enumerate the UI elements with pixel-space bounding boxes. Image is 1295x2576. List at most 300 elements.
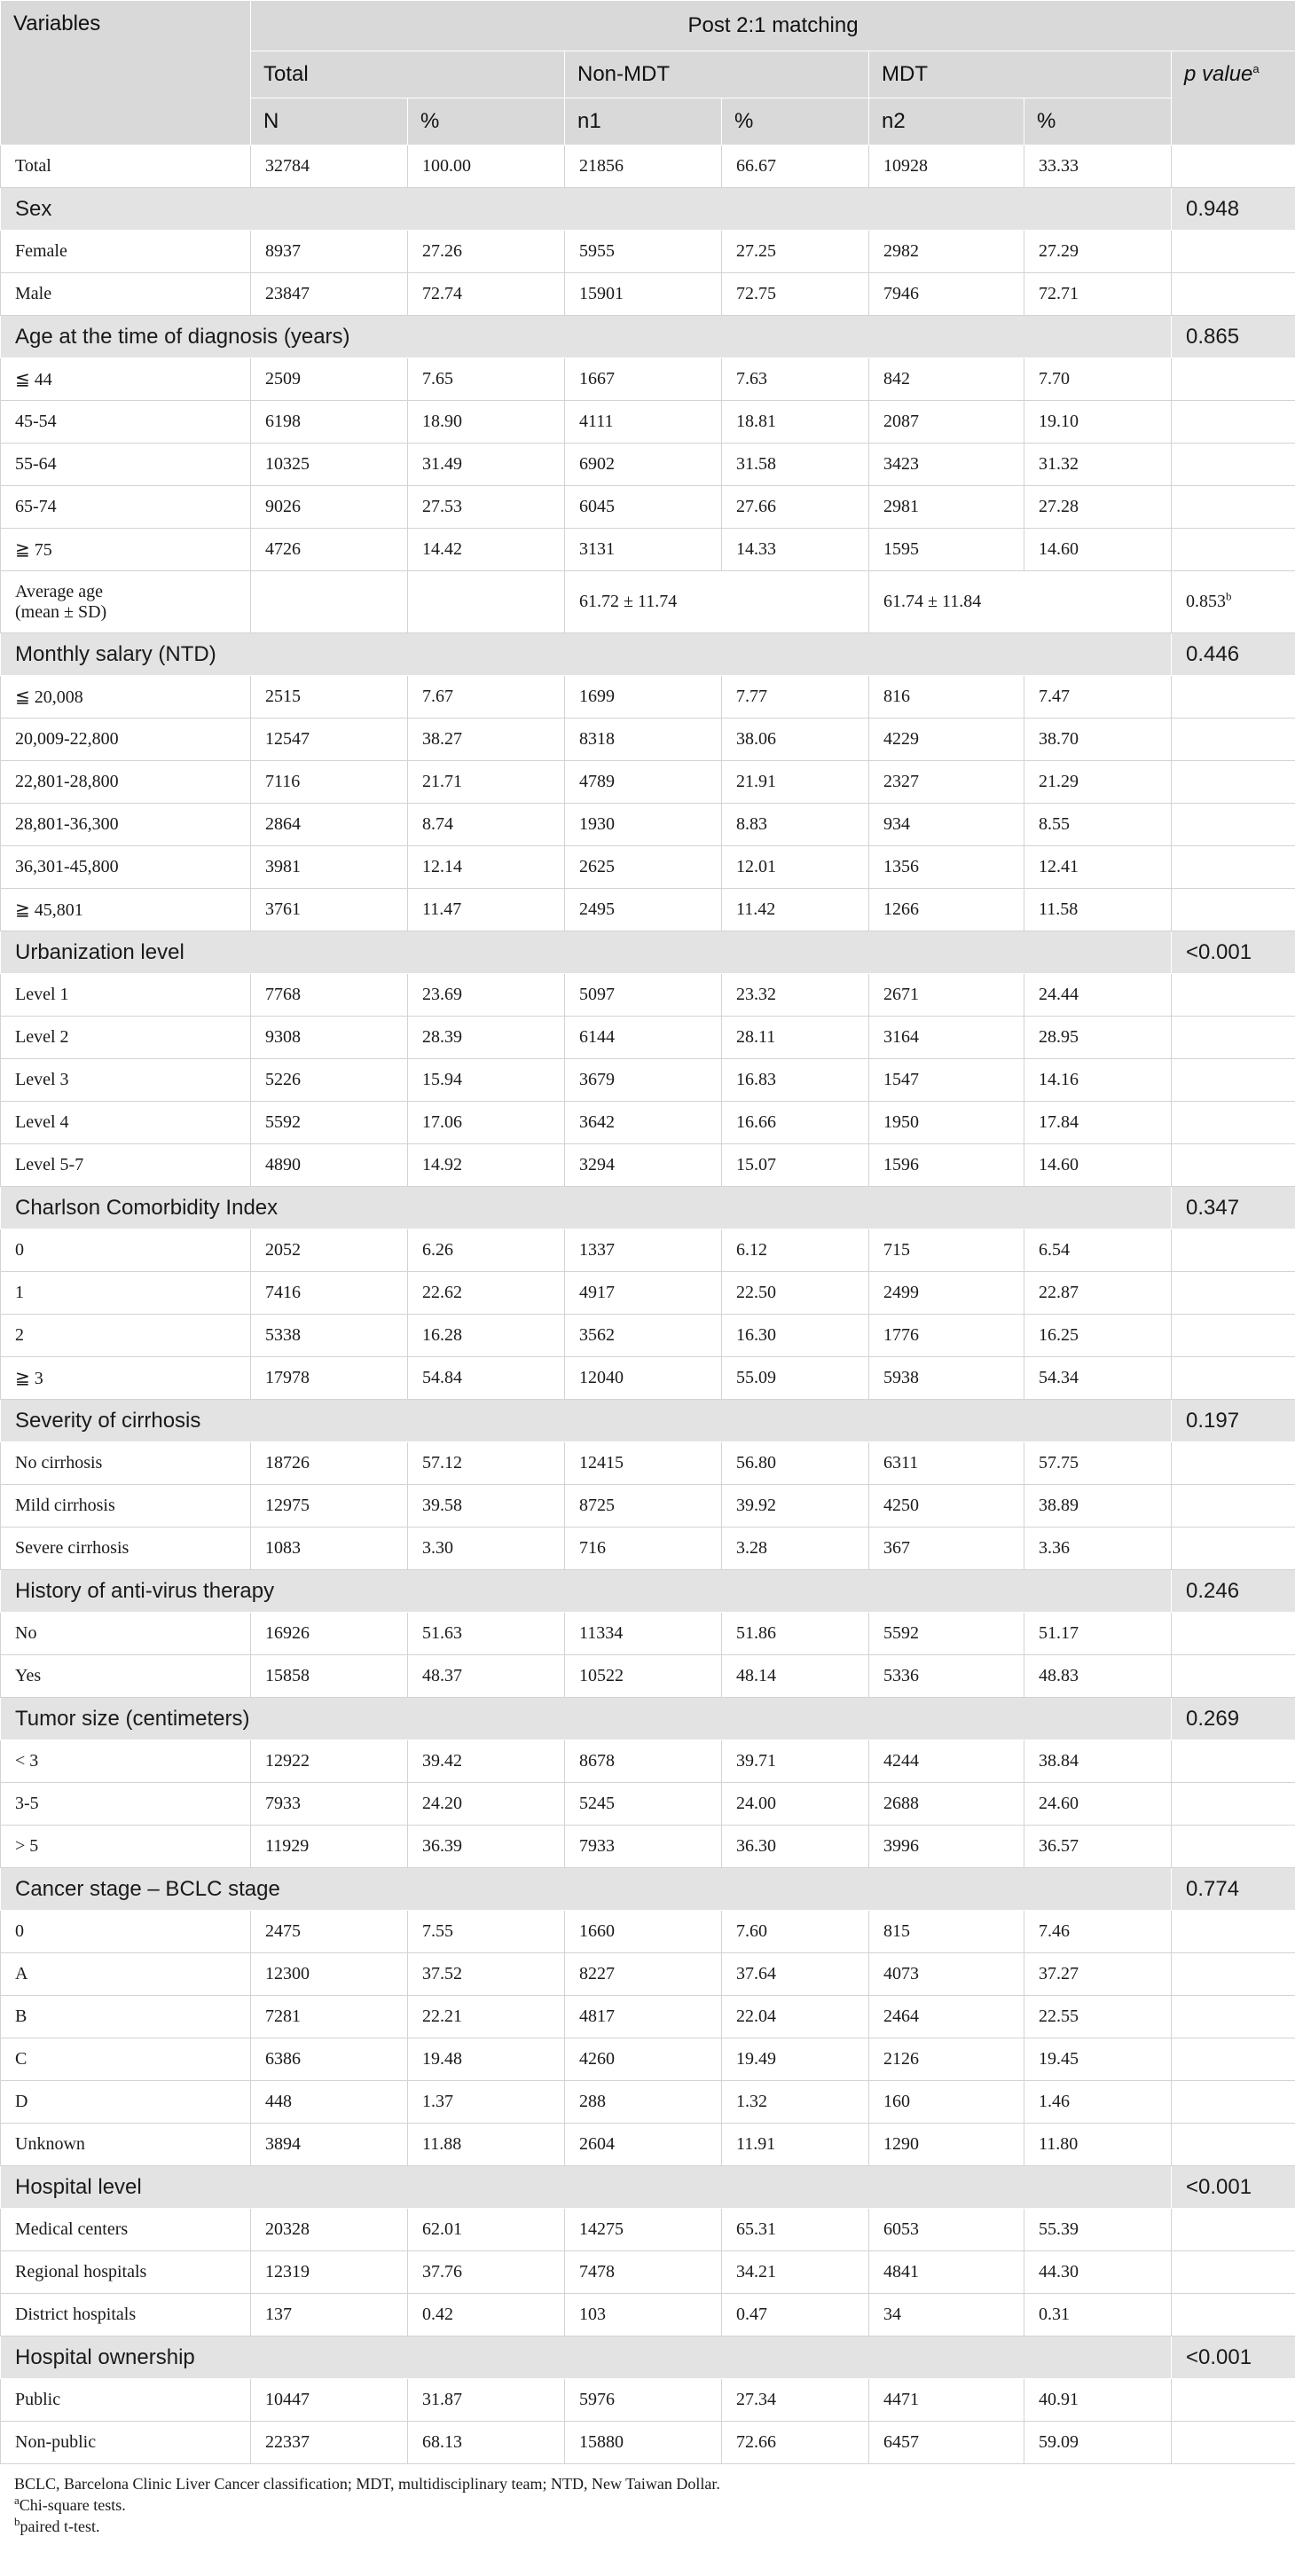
cell-n1: 5097 (565, 974, 722, 1017)
cell-pct: 8.74 (408, 804, 565, 846)
footnote-a (14, 2494, 1295, 2516)
cell-n: 5226 (251, 1059, 408, 1102)
cell-pct: 15.94 (408, 1059, 565, 1102)
cell-p (1172, 1613, 1295, 1655)
cell-p (1172, 1272, 1295, 1315)
section-p-value: 0.446 (1172, 633, 1295, 676)
cell-n: 6386 (251, 2038, 408, 2081)
cell-pct2: 6.54 (1024, 1229, 1172, 1272)
table-row (1, 1272, 1295, 1315)
cell-label: Level 2 (1, 1017, 251, 1059)
cell-label: Severe cirrhosis (1, 1528, 251, 1570)
cell-n2: 4244 (869, 1740, 1024, 1783)
cell-label: Unknown (1, 2124, 251, 2166)
cell-n (251, 571, 408, 633)
cell-n2: 934 (869, 804, 1024, 846)
cell-pct2: 27.29 (1024, 231, 1172, 273)
cell-p (1172, 401, 1295, 444)
cell-n2: 367 (869, 1528, 1024, 1570)
footnote-mark-b: b (1226, 589, 1232, 603)
cell-pct: 14.42 (408, 529, 565, 571)
cell-label: Regional hospitals (1, 2251, 251, 2294)
cell-pct1: 14.33 (722, 529, 869, 571)
cell-n2: 4471 (869, 2379, 1024, 2422)
cell-n: 2509 (251, 358, 408, 401)
cell-pct2: 1.46 (1024, 2081, 1172, 2124)
cell-n2: 2982 (869, 231, 1024, 273)
table-row (1, 358, 1295, 401)
section-header-row (1, 2166, 1295, 2209)
cell-pct1: 8.83 (722, 804, 869, 846)
table-row (1, 2422, 1295, 2464)
cell-pct: 11.47 (408, 889, 565, 931)
cell-label: Level 1 (1, 974, 251, 1017)
cell-pct2: 24.60 (1024, 1783, 1172, 1826)
footnote-b-mark: b (14, 2515, 20, 2528)
cell-label: ≧ 75 (1, 529, 251, 571)
cell-p (1172, 761, 1295, 804)
footnote-mark-a: a (1252, 62, 1260, 75)
section-title: Age at the time of diagnosis (years) (1, 316, 1172, 358)
cell-n: 137 (251, 2294, 408, 2336)
footnote-a-text: Chi-square tests. (19, 2496, 126, 2514)
cell-p (1172, 846, 1295, 889)
cell-p (1172, 2209, 1295, 2251)
cell-n1: 3294 (565, 1144, 722, 1187)
cell-pct2: 14.16 (1024, 1059, 1172, 1102)
section-title: History of anti-virus therapy (1, 1570, 1172, 1613)
cell-n2: 815 (869, 1911, 1024, 1953)
cell-label: Male (1, 273, 251, 316)
table-row (1, 2251, 1295, 2294)
section-header-row (1, 316, 1295, 358)
footnotes (0, 2464, 1295, 2537)
cell-pct1: 7.77 (722, 676, 869, 719)
section-header-row (1, 188, 1295, 231)
cell-label: C (1, 2038, 251, 2081)
table-row (1, 676, 1295, 719)
header-mdt: MDT (869, 51, 1172, 98)
cell-p (1172, 358, 1295, 401)
section-title: Cancer stage – BCLC stage (1, 1868, 1172, 1911)
cell-n1: 4260 (565, 2038, 722, 2081)
cell-pct2: 3.36 (1024, 1528, 1172, 1570)
cell-n1: 1660 (565, 1911, 722, 1953)
cell-pct: 6.26 (408, 1229, 565, 1272)
section-title: Monthly salary (NTD) (1, 633, 1172, 676)
section-p-value: 0.246 (1172, 1570, 1295, 1613)
cell-n1: 5245 (565, 1783, 722, 1826)
cell-pct: 39.42 (408, 1740, 565, 1783)
table-row (1, 1485, 1295, 1528)
cell-pct: 14.92 (408, 1144, 565, 1187)
cell-n2: 5592 (869, 1613, 1024, 1655)
cell-mdt-mean: 61.74 ± 11.84 (869, 571, 1172, 633)
cell-n: 3981 (251, 846, 408, 889)
cell-p (1172, 719, 1295, 761)
average-age-sublabel: (mean ± SD) (15, 601, 107, 622)
cell-pct1: 3.28 (722, 1528, 869, 1570)
cell-n1: 3562 (565, 1315, 722, 1357)
table-row (1, 1528, 1295, 1570)
average-age-row (1, 571, 1295, 633)
cell-pct2: 36.57 (1024, 1826, 1172, 1868)
cell-n1: 7933 (565, 1826, 722, 1868)
cell-n1: 8318 (565, 719, 722, 761)
section-header-row (1, 1400, 1295, 1442)
cell-pct2: 0.31 (1024, 2294, 1172, 2336)
cell-pct1: 6.12 (722, 1229, 869, 1272)
cell-n1: 3131 (565, 529, 722, 571)
cell-pct2: 19.45 (1024, 2038, 1172, 2081)
cell-label: 55-64 (1, 444, 251, 486)
cell-pct: 31.49 (408, 444, 565, 486)
section-p-value: 0.865 (1172, 316, 1295, 358)
cell-n: 8937 (251, 231, 408, 273)
cell-n: 7416 (251, 1272, 408, 1315)
cell-pct2: 55.39 (1024, 2209, 1172, 2251)
cell-n: 9308 (251, 1017, 408, 1059)
cell-n2: 1950 (869, 1102, 1024, 1144)
cell-label: 0 (1, 1229, 251, 1272)
cell-p (1172, 804, 1295, 846)
cell-label: ≧ 3 (1, 1357, 251, 1400)
table-row (1, 1740, 1295, 1783)
table-row (1, 273, 1295, 316)
table-row (1, 761, 1295, 804)
cell-pct2: 48.83 (1024, 1655, 1172, 1698)
section-header-row (1, 1570, 1295, 1613)
cell-pct1: 51.86 (722, 1613, 869, 1655)
table-row (1, 1059, 1295, 1102)
cell-pct1: 65.31 (722, 2209, 869, 2251)
cell-p (1172, 1229, 1295, 1272)
header-p-value (1172, 51, 1295, 145)
cell-label: 0 (1, 1911, 251, 1953)
table-row (1, 1953, 1295, 1996)
cell-pct1: 72.75 (722, 273, 869, 316)
cell-n2: 2126 (869, 2038, 1024, 2081)
cell-p (1172, 1357, 1295, 1400)
cell-pct: 7.55 (408, 1911, 565, 1953)
cell-p (1172, 2038, 1295, 2081)
header-post-matching: Post 2:1 matching (251, 1, 1295, 51)
table-row (1, 719, 1295, 761)
table-row (1, 1996, 1295, 2038)
section-header-row (1, 1698, 1295, 1740)
cell-pct: 17.06 (408, 1102, 565, 1144)
cell-n2: 2688 (869, 1783, 1024, 1826)
cell-p (1172, 889, 1295, 931)
cell-n: 11929 (251, 1826, 408, 1868)
cell-n1: 4111 (565, 401, 722, 444)
cell-n2: 1266 (869, 889, 1024, 931)
cell-pct1: 39.92 (722, 1485, 869, 1528)
cell-n: 10447 (251, 2379, 408, 2422)
cell-n: 16926 (251, 1613, 408, 1655)
cell-n: 9026 (251, 486, 408, 529)
cell-n2: 816 (869, 676, 1024, 719)
cell-label: 65-74 (1, 486, 251, 529)
cell-pct1: 27.25 (722, 231, 869, 273)
cell-n: 3761 (251, 889, 408, 931)
cell-n2: 4250 (869, 1485, 1024, 1528)
cell-n1: 15880 (565, 2422, 722, 2464)
cell-pct1: 7.60 (722, 1911, 869, 1953)
cell-pct: 27.53 (408, 486, 565, 529)
cell-pct2: 7.47 (1024, 676, 1172, 719)
cell-pct1: 72.66 (722, 2422, 869, 2464)
cell-n1: 12415 (565, 1442, 722, 1485)
section-p-value: 0.774 (1172, 1868, 1295, 1911)
cell-label: Level 5-7 (1, 1144, 251, 1187)
cell-n2: 34 (869, 2294, 1024, 2336)
cell-pct2: 51.17 (1024, 1613, 1172, 1655)
cell-n1: 6144 (565, 1017, 722, 1059)
cell-p (1172, 145, 1295, 188)
table-row (1, 1783, 1295, 1826)
cell-p (1172, 1017, 1295, 1059)
cell-pct2: 44.30 (1024, 2251, 1172, 2294)
cell-p (1172, 486, 1295, 529)
cell-p (1172, 676, 1295, 719)
cell-n2: 1595 (869, 529, 1024, 571)
section-header-row (1, 1187, 1295, 1229)
table-row (1, 804, 1295, 846)
cell-pct: 37.52 (408, 1953, 565, 1996)
cell-n2: 3423 (869, 444, 1024, 486)
cell-pct: 7.65 (408, 358, 565, 401)
cell-n: 12547 (251, 719, 408, 761)
cell-pct2: 54.34 (1024, 1357, 1172, 1400)
cell-label (1, 571, 251, 633)
cell-pct2: 7.70 (1024, 358, 1172, 401)
cell-pct2: 38.70 (1024, 719, 1172, 761)
cell-n1: 1699 (565, 676, 722, 719)
cell-n2: 4229 (869, 719, 1024, 761)
cell-n2: 4073 (869, 1953, 1024, 1996)
section-title: Hospital ownership (1, 2336, 1172, 2379)
cell-label: 36,301-45,800 (1, 846, 251, 889)
cell-label: B (1, 1996, 251, 2038)
cell-label: > 5 (1, 1826, 251, 1868)
cell-p (1172, 1442, 1295, 1485)
table-row (1, 2379, 1295, 2422)
cell-pct2: 28.95 (1024, 1017, 1172, 1059)
table-row (1, 231, 1295, 273)
cell-pct: 31.87 (408, 2379, 565, 2422)
table-row (1, 1613, 1295, 1655)
header-n1: n1 (565, 98, 722, 145)
cell-n: 23847 (251, 273, 408, 316)
table-row (1, 2081, 1295, 2124)
cell-pct: 57.12 (408, 1442, 565, 1485)
header-pct-total: % (408, 98, 565, 145)
cell-n1: 6045 (565, 486, 722, 529)
cell-pct: 7.67 (408, 676, 565, 719)
cell-pct1: 48.14 (722, 1655, 869, 1698)
cell-n2: 1776 (869, 1315, 1024, 1357)
cell-n: 18726 (251, 1442, 408, 1485)
header-total: Total (251, 51, 565, 98)
cell-pct1: 28.11 (722, 1017, 869, 1059)
table-row (1, 1826, 1295, 1868)
cell-n: 6198 (251, 401, 408, 444)
cell-n1: 4789 (565, 761, 722, 804)
cell-pct: 3.30 (408, 1528, 565, 1570)
footnote-b (14, 2516, 1295, 2537)
cell-pct2: 19.10 (1024, 401, 1172, 444)
cell-p (1172, 1059, 1295, 1102)
cell-pct: 11.88 (408, 2124, 565, 2166)
average-age-label: Average age (15, 581, 104, 601)
cell-n: 1083 (251, 1528, 408, 1570)
cell-pct2: 59.09 (1024, 2422, 1172, 2464)
cell-label: Yes (1, 1655, 251, 1698)
section-title: Tumor size (centimeters) (1, 1698, 1172, 1740)
cell-pct2: 33.33 (1024, 145, 1172, 188)
cell-pct: 28.39 (408, 1017, 565, 1059)
table-row (1, 2294, 1295, 2336)
cell-n1: 3642 (565, 1102, 722, 1144)
section-p-value: 0.948 (1172, 188, 1295, 231)
cell-p (1172, 974, 1295, 1017)
section-header-row (1, 633, 1295, 676)
table-row (1, 2209, 1295, 2251)
table-row (1, 1229, 1295, 1272)
cell-pct: 21.71 (408, 761, 565, 804)
cell-label: Mild cirrhosis (1, 1485, 251, 1528)
cell-pct: 16.28 (408, 1315, 565, 1357)
cell-n2: 5938 (869, 1357, 1024, 1400)
cell-pct: 72.74 (408, 273, 565, 316)
cell-p (1172, 1826, 1295, 1868)
cell-n2: 3996 (869, 1826, 1024, 1868)
section-p-value: <0.001 (1172, 2166, 1295, 2209)
cell-pct1: 38.06 (722, 719, 869, 761)
cell-pct2: 37.27 (1024, 1953, 1172, 1996)
cell-n: 12300 (251, 1953, 408, 1996)
section-title: Charlson Comorbidity Index (1, 1187, 1172, 1229)
cell-n1: 7478 (565, 2251, 722, 2294)
cell-n2: 3164 (869, 1017, 1024, 1059)
cell-label: ≦ 20,008 (1, 676, 251, 719)
cell-pct: 48.37 (408, 1655, 565, 1698)
table-row (1, 444, 1295, 486)
table-row (1, 2038, 1295, 2081)
table-row (1, 529, 1295, 571)
cell-pct1: 7.63 (722, 358, 869, 401)
cell-pct: 22.62 (408, 1272, 565, 1315)
cell-pct: 1.37 (408, 2081, 565, 2124)
cell-p (1172, 571, 1295, 633)
table-row (1, 1102, 1295, 1144)
cell-pct2: 40.91 (1024, 2379, 1172, 2422)
cell-p (1172, 1740, 1295, 1783)
cell-pct: 19.48 (408, 2038, 565, 2081)
table-row (1, 1017, 1295, 1059)
cell-n: 2515 (251, 676, 408, 719)
cell-pct2: 14.60 (1024, 529, 1172, 571)
header-pct-mdt: % (1024, 98, 1172, 145)
cell-label: Level 3 (1, 1059, 251, 1102)
table-row (1, 1144, 1295, 1187)
table-header (1, 1, 1295, 145)
cell-n: 2864 (251, 804, 408, 846)
cell-n: 3894 (251, 2124, 408, 2166)
cell-pct: 54.84 (408, 1357, 565, 1400)
cell-n2: 715 (869, 1229, 1024, 1272)
cell-pct1: 11.42 (722, 889, 869, 931)
cell-pct1: 27.66 (722, 486, 869, 529)
cell-pct2: 11.58 (1024, 889, 1172, 931)
cell-pct2: 11.80 (1024, 2124, 1172, 2166)
section-title: Urbanization level (1, 931, 1172, 974)
cell-pct1: 16.83 (722, 1059, 869, 1102)
cell-n: 22337 (251, 2422, 408, 2464)
cell-n2: 1356 (869, 846, 1024, 889)
cell-n1: 288 (565, 2081, 722, 2124)
cell-pct: 24.20 (408, 1783, 565, 1826)
cell-pct2: 38.89 (1024, 1485, 1172, 1528)
cell-pct: 51.63 (408, 1613, 565, 1655)
cell-pct: 37.76 (408, 2251, 565, 2294)
cell-n1: 21856 (565, 145, 722, 188)
cell-n: 2052 (251, 1229, 408, 1272)
cell-n2: 2464 (869, 1996, 1024, 2038)
table-row (1, 1911, 1295, 1953)
cell-n2: 6053 (869, 2209, 1024, 2251)
cell-n: 17978 (251, 1357, 408, 1400)
cell-n: 4890 (251, 1144, 408, 1187)
cell-pct: 39.58 (408, 1485, 565, 1528)
cell-p (1172, 1996, 1295, 2038)
cell-pct: 100.00 (408, 145, 565, 188)
cell-n1: 6902 (565, 444, 722, 486)
header-non-mdt: Non-MDT (565, 51, 869, 98)
cell-label: No cirrhosis (1, 1442, 251, 1485)
cell-pct: 12.14 (408, 846, 565, 889)
cell-n: 5592 (251, 1102, 408, 1144)
cell-n: 32784 (251, 145, 408, 188)
cell-n1: 1337 (565, 1229, 722, 1272)
cell-n2: 7946 (869, 273, 1024, 316)
cell-pct2: 22.87 (1024, 1272, 1172, 1315)
cell-pct1: 36.30 (722, 1826, 869, 1868)
cell-label: 28,801-36,300 (1, 804, 251, 846)
cell-p (1172, 1911, 1295, 1953)
cell-pct1: 12.01 (722, 846, 869, 889)
cell-pct1: 15.07 (722, 1144, 869, 1187)
cell-pct1: 56.80 (722, 1442, 869, 1485)
footnote-a-mark: a (14, 2494, 20, 2507)
cell-p (1172, 1953, 1295, 1996)
cell-pct: 62.01 (408, 2209, 565, 2251)
cell-pct1: 16.66 (722, 1102, 869, 1144)
table-row (1, 2124, 1295, 2166)
cell-n1: 5976 (565, 2379, 722, 2422)
cell-n1: 8678 (565, 1740, 722, 1783)
section-p-value: <0.001 (1172, 2336, 1295, 2379)
cell-label: Non-public (1, 2422, 251, 2464)
cell-pct: 22.21 (408, 1996, 565, 2038)
table-row (1, 1315, 1295, 1357)
cell-p (1172, 273, 1295, 316)
cell-n2: 2087 (869, 401, 1024, 444)
cell-p (1172, 529, 1295, 571)
cell-pct2: 17.84 (1024, 1102, 1172, 1144)
cell-n2: 2671 (869, 974, 1024, 1017)
